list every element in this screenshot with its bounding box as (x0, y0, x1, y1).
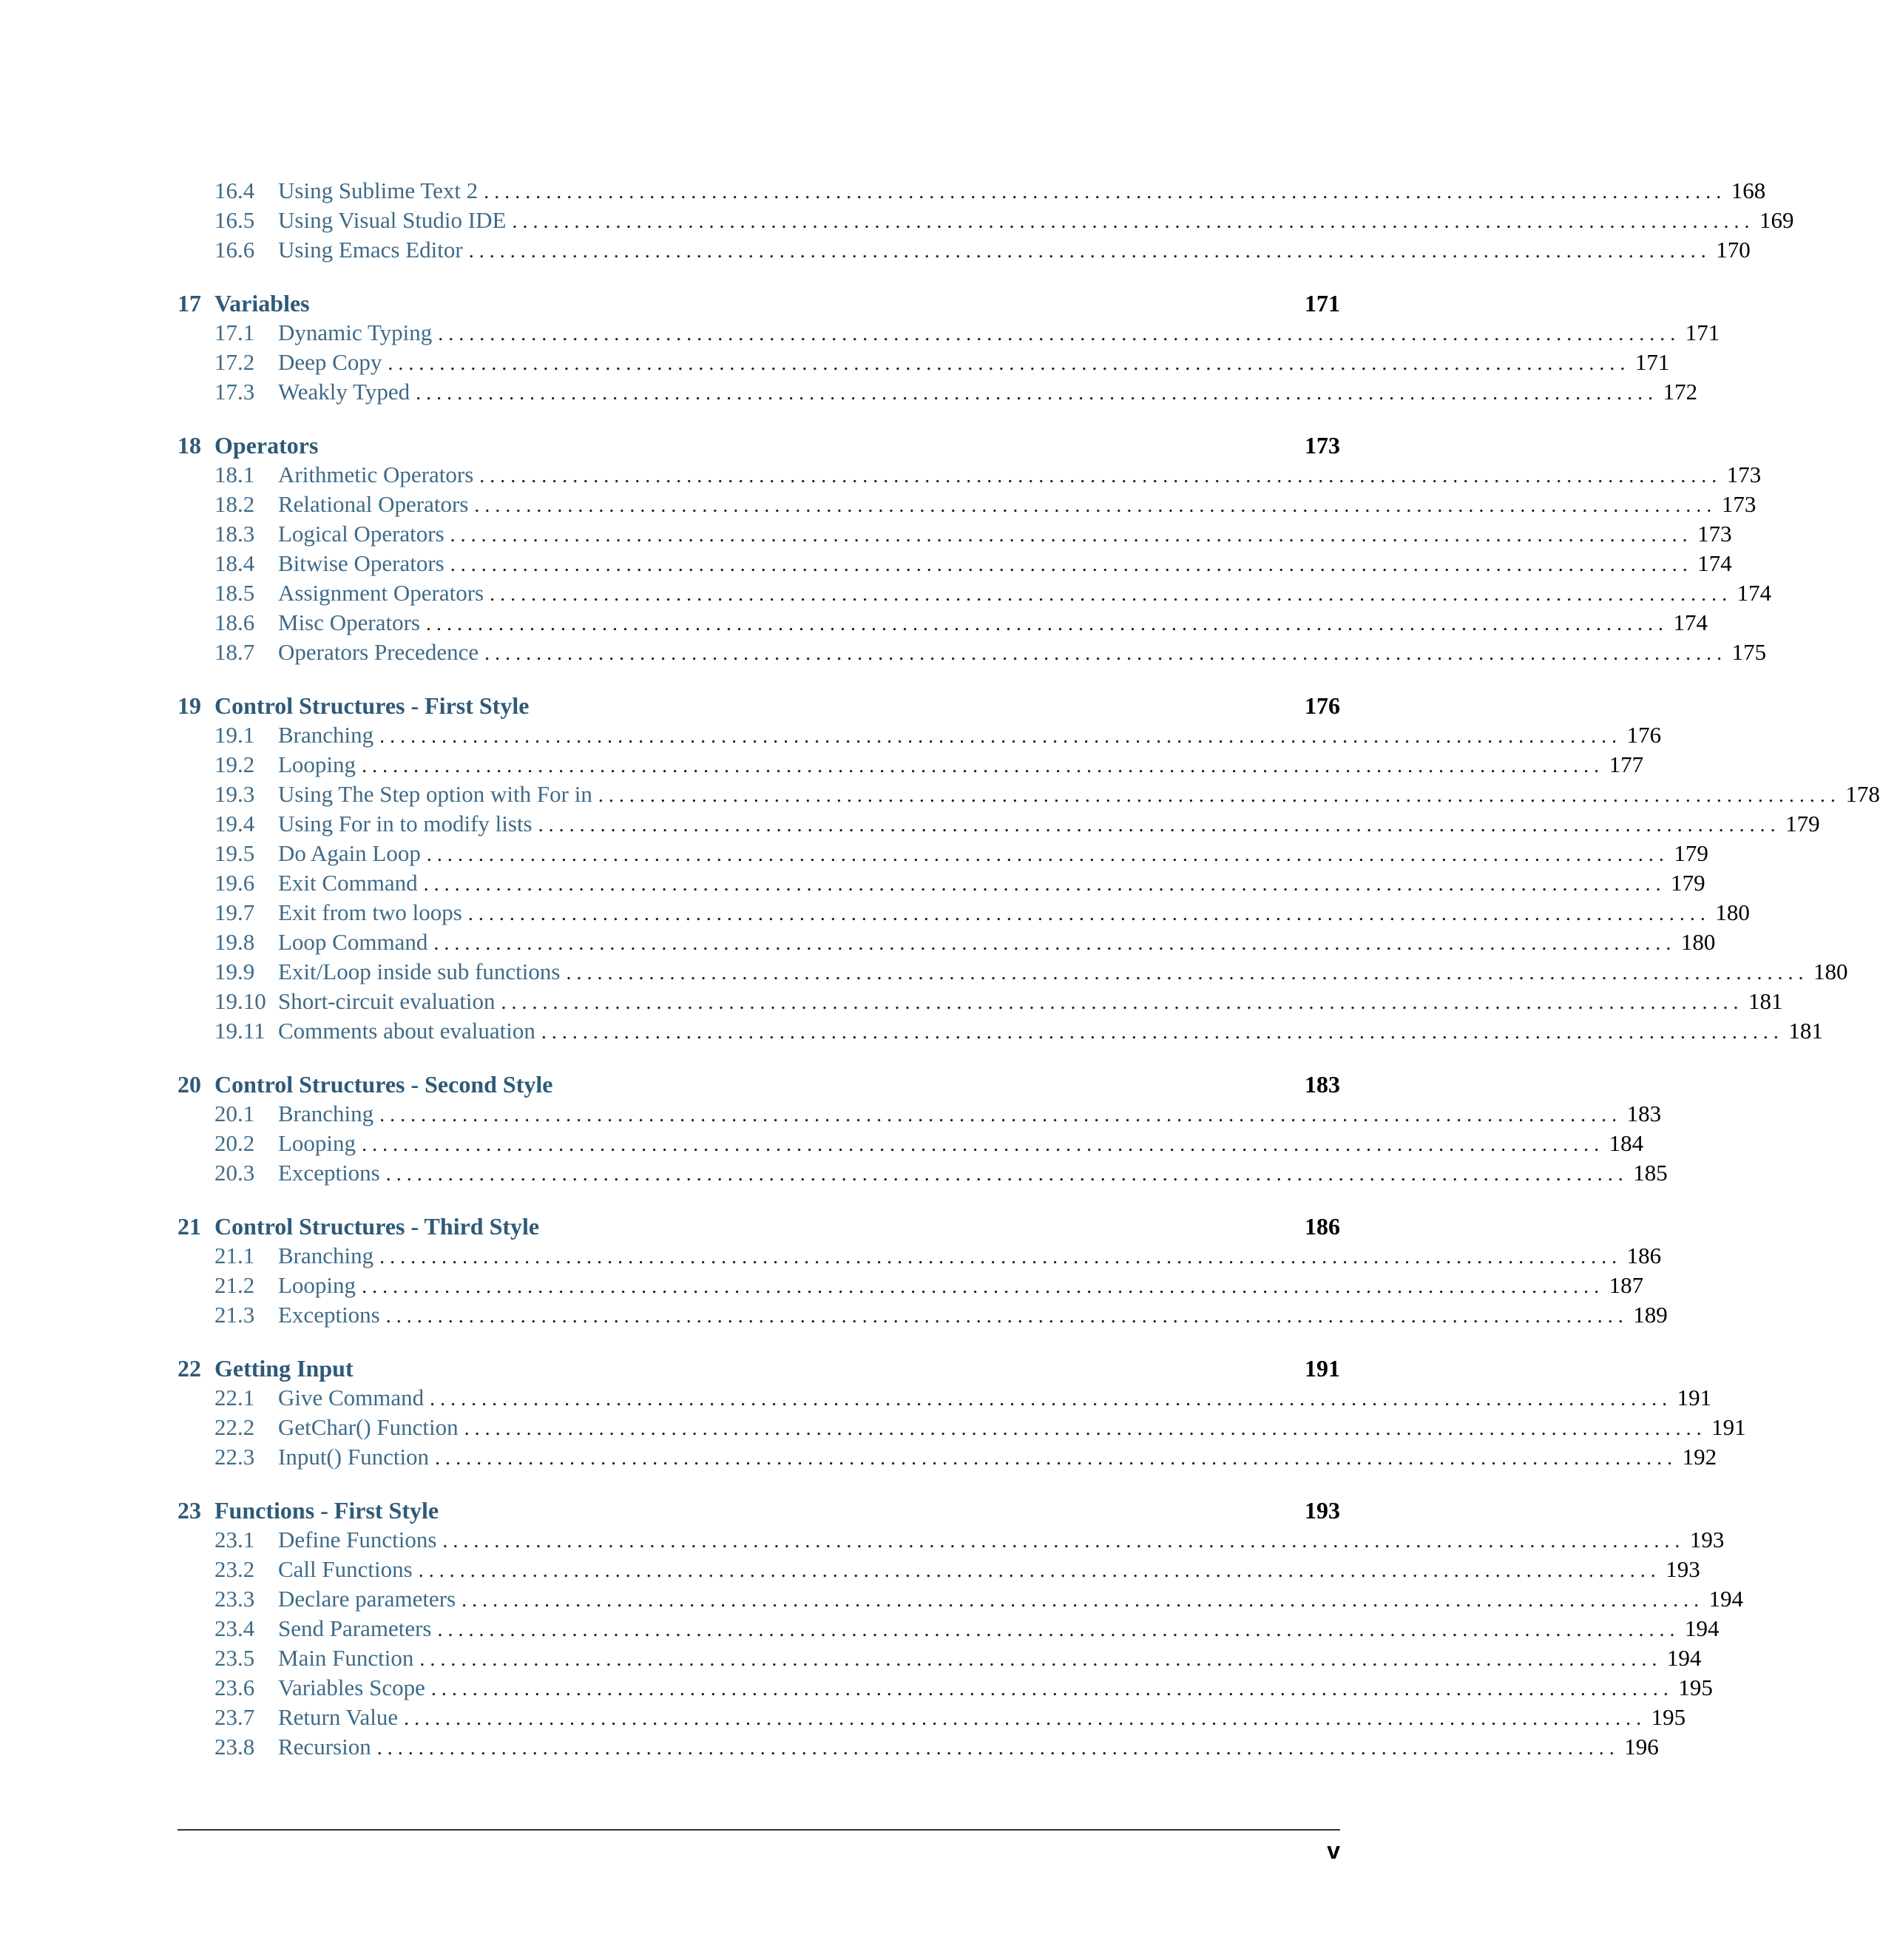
section-title-link[interactable]: Misc Operators (278, 609, 420, 635)
toc-section-entry[interactable] (177, 929, 1716, 959)
dot-leader: . . . . . . . . . . . . . . . . . . . . . . . . . . . . . . . . . . . . . . . . . . . . . . . . . . . . . . . . . . . . . . . . . . . . . . . . . . . . . . . . . . . . . . . . . . . . . . . . . . . . . . . . . . . . . . . . . . . . . . . . (430, 1388, 1668, 1410)
section-page-number: 193 (1666, 1556, 1700, 1582)
section-page-number: 174 (1673, 609, 1708, 635)
section-page-number: 183 (1626, 1101, 1662, 1126)
section-title-link[interactable]: Looping (278, 751, 356, 777)
toc-section-entry[interactable] (177, 1101, 1662, 1130)
chapter-title-link[interactable]: Variables (214, 290, 310, 317)
toc-chapter-heading[interactable] (177, 692, 1340, 722)
section-title-link[interactable]: Call Functions (278, 1556, 413, 1582)
toc-section-entry[interactable] (177, 959, 1848, 988)
section-number: 18.7 (214, 639, 255, 665)
section-number: 20.1 (214, 1101, 255, 1126)
section-page-number: 179 (1671, 870, 1705, 896)
toc-section-entry[interactable] (177, 349, 1670, 379)
section-page-number: 194 (1684, 1615, 1720, 1641)
toc-section-entry[interactable] (177, 1018, 1823, 1047)
dot-leader: . . . . . . . . . . . . . . . . . . . . . . . . . . . . . . . . . . . . . . . . . . . . . . . . . . . . . . . . . . . . . . . . . . . . . . . . . . . . . . . . . . . . . . . . . . . . . . . . . . . . . . . . . . . . . . . . . . . . . . . . (430, 1677, 1668, 1700)
section-page-number: 174 (1737, 580, 1772, 606)
section-number: 19.7 (214, 899, 255, 925)
section-number: 22.1 (214, 1385, 255, 1410)
toc-section-entry[interactable] (177, 1586, 1744, 1615)
toc-chapter-heading[interactable] (177, 1071, 1340, 1101)
section-page-number: 174 (1697, 550, 1732, 576)
dot-leader: . . . . . . . . . . . . . . . . . . . . . . . . . . . . . . . . . . . . . . . . . . . . . . . . . . . . . . . . . . . . . . . . . . . . . . . . . . . . . . . . . . . . . . . . . . . . . . . . . . . . . . . . . . . . . . . . . . . . . . . . (598, 784, 1836, 807)
section-page-number: 169 (1759, 207, 1794, 233)
toc-chapter (177, 290, 1720, 408)
section-title-link[interactable]: Logical Operators (278, 521, 444, 547)
dot-leader: . . . . . . . . . . . . . . . . . . . . . . . . . . . . . . . . . . . . . . . . . . . . . . . . . . . . . . . . . . . . . . . . . . . . . . . . . . . . . . . . . . . . . . . . . . . . . . . . . . . . . . . . . . . . . . . . . . . . . . . . (442, 1530, 1680, 1552)
toc-chapter-heading[interactable] (177, 1213, 1340, 1243)
dot-leader: . . . . . . . . . . . . . . . . . . . . . . . . . . . . . . . . . . . . . . . . . . . . . . . . . . . . . . . . . . . . . . . . . . . . . . . . . . . . . . . . . . . . . . . . . . . . . . . . . . . . . . . . . . . . . . . . . . . . . . . . (404, 1707, 1642, 1730)
section-number: 23.8 (214, 1734, 255, 1760)
section-number: 16.5 (214, 207, 255, 233)
toc-section-entry[interactable] (177, 1385, 1712, 1414)
section-page-number: 180 (1715, 899, 1750, 925)
section-number: 16.6 (214, 237, 255, 263)
chapter-number: 19 (177, 692, 201, 719)
chapter-page-number: 173 (1305, 432, 1340, 459)
chapter-title-link[interactable]: Operators (214, 432, 319, 459)
dot-leader: . . . . . . . . . . . . . . . . . . . . . . . . . . . . . . . . . . . . . . . . . . . . . . . . . . . . . . . . . . . . . . . . . . . . . . . . . . . . . . . . . . . . . . . . . . . . . . . . . . . . . . . . . . . . . . . . . . . . . . . . (566, 962, 1804, 984)
chapter-number: 17 (177, 290, 201, 317)
section-title-link[interactable]: Bitwise Operators (278, 550, 444, 576)
toc-section-entry[interactable] (177, 320, 1720, 349)
toc-section-entry[interactable] (177, 1556, 1700, 1586)
toc-chapter (177, 432, 1772, 669)
chapter-page-number: 171 (1305, 290, 1340, 317)
toc-section-entry[interactable] (177, 870, 1705, 899)
section-page-number: 189 (1633, 1302, 1668, 1328)
section-page-number: 173 (1697, 521, 1732, 547)
section-number: 19.8 (214, 929, 255, 955)
toc-chapter-heading[interactable] (177, 432, 1340, 462)
section-number: 23.3 (214, 1586, 255, 1612)
dot-leader: . . . . . . . . . . . . . . . . . . . . . . . . . . . . . . . . . . . . . . . . . . . . . . . . . . . . . . . . . . . . . . . . . . . . . . . . . . . . . . . . . . . . . . . . . . . . . . . . . . . . . . . . . . . . . . . . . . . . . . . . (379, 1104, 1617, 1126)
dot-leader: . . . . . . . . . . . . . . . . . . . . . . . . . . . . . . . . . . . . . . . . . . . . . . . . . . . . . . . . . . . . . . . . . . . . . . . . . . . . . . . . . . . . . . . . . . . . . . . . . . . . . . . . . . . . . . . . . . . . . . . . (461, 1589, 1700, 1612)
section-page-number: 171 (1634, 349, 1670, 375)
section-page-number: 180 (1813, 959, 1848, 984)
dot-leader: . . . . . . . . . . . . . . . . . . . . . . . . . . . . . . . . . . . . . . . . . . . . . . . . . . . . . . . . . . . . . . . . . . . . . . . . . . . . . . . . . . . . . . . . . . . . . . . . . . . . . . . . . . . . . . . . . . . . . . . . (379, 1246, 1617, 1268)
section-page-number: 181 (1748, 988, 1783, 1014)
section-number: 22.3 (214, 1444, 255, 1470)
section-page-number: 192 (1682, 1444, 1717, 1470)
toc-section-entry[interactable] (177, 811, 1820, 840)
section-title-link[interactable]: Operators Precedence (278, 639, 479, 665)
chapter-title-link[interactable]: Control Structures - Second Style (214, 1071, 553, 1098)
section-page-number: 176 (1626, 722, 1662, 748)
toc-section-entry[interactable] (177, 379, 1698, 408)
section-number: 23.1 (214, 1527, 255, 1552)
dot-leader: . . . . . . . . . . . . . . . . . . . . . . . . . . . . . . . . . . . . . . . . . . . . . . . . . . . . . . . . . . . . . . . . . . . . . . . . . . . . . . . . . . . . . . . . . . . . . . . . . . . . . . . . . . . . . . . . . . . . . . . . (416, 382, 1654, 405)
dot-leader: . . . . . . . . . . . . . . . . . . . . . . . . . . . . . . . . . . . . . . . . . . . . . . . . . . . . . . . . . . . . . . . . . . . . . . . . . . . . . . . . . . . . . . . . . . . . . . . . . . . . . . . . . . . . . . . . . . . . . . . . (388, 352, 1626, 375)
section-page-number: 173 (1721, 491, 1756, 517)
section-page-number: 194 (1666, 1645, 1702, 1671)
section-number: 19.4 (214, 811, 255, 837)
page-number: v (1327, 1837, 1340, 1864)
dot-leader: . . . . . . . . . . . . . . . . . . . . . . . . . . . . . . . . . . . . . . . . . . . . . . . . . . . . . . . . . . . . . . . . . . . . . . . . . . . . . . . . . . . . . . . . . . . . . . . . . . . . . . . . . . . . . . . . . . . . . . . . (450, 553, 1688, 576)
section-title-link[interactable]: Exit/Loop inside sub functions (278, 959, 561, 984)
toc-section-entry[interactable] (177, 751, 1644, 781)
section-number: 23.7 (214, 1704, 255, 1730)
section-page-number: 178 (1845, 781, 1880, 807)
section-title-link[interactable]: Assignment Operators (278, 580, 484, 606)
toc-section-entry[interactable] (177, 1734, 1659, 1763)
chapter-title-link[interactable]: Control Structures - First Style (214, 692, 530, 719)
toc-section-entry[interactable] (177, 1704, 1686, 1734)
section-title-link[interactable]: Branching (278, 1101, 374, 1126)
dot-leader: . . . . . . . . . . . . . . . . . . . . . . . . . . . . . . . . . . . . . . . . . . . . . . . . . . . . . . . . . . . . . . . . . . . . . . . . . . . . . . . . . . . . . . . . . . . . . . . . . . . . . . . . . . . . . . . . . . . . . . . . (362, 1275, 1600, 1298)
toc-section-entry[interactable] (177, 1302, 1668, 1331)
toc-section-entry[interactable] (177, 1160, 1668, 1189)
dot-leader: . . . . . . . . . . . . . . . . . . . . . . . . . . . . . . . . . . . . . . . . . . . . . . . . . . . . . . . . . . . . . . . . . . . . . . . . . . . . . . . . . . . . . . . . . . . . . . . . . . . . . . . . . . . . . . . . . . . . . . . . (512, 210, 1750, 233)
chapter-page-number: 186 (1305, 1213, 1340, 1240)
toc-chapter-heading[interactable] (177, 290, 1340, 320)
chapter-page-number: 176 (1305, 692, 1340, 719)
section-page-number: 170 (1716, 237, 1751, 263)
section-number: 19.2 (214, 751, 255, 777)
section-page-number: 184 (1609, 1130, 1644, 1156)
section-title-link[interactable]: Using The Step option with For in (278, 781, 592, 807)
section-title-link[interactable]: Return Value (278, 1704, 399, 1730)
dot-leader: . . . . . . . . . . . . . . . . . . . . . . . . . . . . . . . . . . . . . . . . . . . . . . . . . . . . . . . . . . . . . . . . . . . . . . . . . . . . . . . . . . . . . . . . . . . . . . . . . . . . . . . . . . . . . . . . . . . . . . . . (438, 322, 1676, 345)
dot-leader: . . . . . . . . . . . . . . . . . . . . . . . . . . . . . . . . . . . . . . . . . . . . . . . . . . . . . . . . . . . . . . . . . . . . . . . . . . . . . . . . . . . . . . . . . . . . . . . . . . . . . . . . . . . . . . . . . . . . . . . . (385, 1305, 1623, 1328)
dot-leader: . . . . . . . . . . . . . . . . . . . . . . . . . . . . . . . . . . . . . . . . . . . . . . . . . . . . . . . . . . . . . . . . . . . . . . . . . . . . . . . . . . . . . . . . . . . . . . . . . . . . . . . . . . . . . . . . . . . . . . . . (379, 725, 1617, 748)
section-title-link[interactable]: Define Functions (278, 1527, 437, 1552)
section-number: 16.4 (214, 178, 255, 203)
section-number: 21.2 (214, 1272, 255, 1298)
section-number: 19.11 (214, 1018, 266, 1044)
section-title-link[interactable]: Using Sublime Text 2 (278, 178, 479, 203)
dot-leader: . . . . . . . . . . . . . . . . . . . . . . . . . . . . . . . . . . . . . . . . . . . . . . . . . . . . . . . . . . . . . . . . . . . . . . . . . . . . . . . . . . . . . . . . . . . . . . . . . . . . . . . . . . . . . . . . . . . . . . . . (437, 1618, 1675, 1641)
section-page-number: 196 (1624, 1734, 1659, 1760)
toc-chapter (177, 1497, 1744, 1763)
section-title-link[interactable]: Looping (278, 1272, 356, 1298)
section-title-link[interactable]: Recursion (278, 1734, 371, 1760)
toc-chapter (177, 1071, 1668, 1189)
section-title-link[interactable]: Branching (278, 722, 374, 748)
section-number: 19.3 (214, 781, 255, 807)
section-number: 19.9 (214, 959, 255, 984)
section-number: 18.5 (214, 580, 255, 606)
section-title-link[interactable]: Weakly Typed (278, 379, 410, 405)
section-page-number: 191 (1711, 1414, 1746, 1440)
section-title-link[interactable]: Main Function (278, 1645, 414, 1671)
dot-leader: . . . . . . . . . . . . . . . . . . . . . . . . . . . . . . . . . . . . . . . . . . . . . . . . . . . . . . . . . . . . . . . . . . . . . . . . . . . . . . . . . . . . . . . . . . . . . . . . . . . . . . . . . . . . . . . . . . . . . . . . (464, 1417, 1702, 1440)
toc-section-entry[interactable] (177, 899, 1750, 929)
section-page-number: 171 (1685, 320, 1720, 345)
dot-leader: . . . . . . . . . . . . . . . . . . . . . . . . . . . . . . . . . . . . . . . . . . . . . . . . . . . . . . . . . . . . . . . . . . . . . . . . . . . . . . . . . . . . . . . . . . . . . . . . . . . . . . . . . . . . . . . . . . . . . . . . (484, 642, 1722, 665)
toc-section-entry[interactable] (177, 1615, 1720, 1645)
section-title-link[interactable]: Branching (278, 1243, 374, 1268)
section-number: 22.2 (214, 1414, 255, 1440)
toc-section-entry[interactable] (177, 550, 1732, 580)
chapter-number: 23 (177, 1497, 201, 1524)
toc-section-entry[interactable] (177, 1243, 1662, 1272)
dot-leader: . . . . . . . . . . . . . . . . . . . . . . . . . . . . . . . . . . . . . . . . . . . . . . . . . . . . . . . . . . . . . . . . . . . . . . . . . . . . . . . . . . . . . . . . . . . . . . . . . . . . . . . . . . . . . . . . . . . . . . . . (426, 843, 1664, 866)
toc-section-entry[interactable] (177, 1130, 1644, 1160)
toc-chapter-heading[interactable] (177, 1497, 1340, 1527)
toc-chapter (177, 1355, 1746, 1473)
section-number: 18.1 (214, 462, 255, 487)
section-title-link[interactable]: GetChar() Function (278, 1414, 459, 1440)
toc-section-entry[interactable] (177, 521, 1732, 550)
section-page-number: 180 (1680, 929, 1716, 955)
toc-section-entry[interactable] (177, 609, 1708, 639)
section-title-link[interactable]: Short-circuit evaluation (278, 988, 496, 1014)
toc-section-entry[interactable] (177, 1444, 1717, 1473)
section-page-number: 175 (1731, 639, 1767, 665)
toc-section-entry[interactable] (177, 207, 1794, 237)
section-page-number: 179 (1674, 840, 1708, 866)
chapter-number: 21 (177, 1213, 201, 1240)
dot-leader: . . . . . . . . . . . . . . . . . . . . . . . . . . . . . . . . . . . . . . . . . . . . . . . . . . . . . . . . . . . . . . . . . . . . . . . . . . . . . . . . . . . . . . . . . . . . . . . . . . . . . . . . . . . . . . . . . . . . . . . . (419, 1648, 1657, 1671)
section-number: 23.2 (214, 1556, 255, 1582)
toc-chapter (177, 692, 1880, 1047)
section-number: 19.1 (214, 722, 255, 748)
toc-section-entry[interactable] (177, 237, 1751, 266)
toc-section-entry[interactable] (177, 840, 1708, 870)
toc-section-entry[interactable] (177, 462, 1762, 491)
section-title-link[interactable]: Exit Command (278, 870, 418, 896)
section-number: 23.4 (214, 1615, 255, 1641)
toc-section-entry[interactable] (177, 722, 1662, 751)
section-number: 21.3 (214, 1302, 255, 1328)
section-number: 23.6 (214, 1675, 255, 1700)
chapter-title-link[interactable]: Control Structures - Third Style (214, 1213, 540, 1240)
section-title-link[interactable]: Input() Function (278, 1444, 430, 1470)
section-number: 18.4 (214, 550, 255, 576)
chapter-page-number: 193 (1305, 1497, 1340, 1524)
section-number: 23.5 (214, 1645, 255, 1671)
table-of-contents (177, 178, 1880, 1787)
dot-leader: . . . . . . . . . . . . . . . . . . . . . . . . . . . . . . . . . . . . . . . . . . . . . . . . . . . . . . . . . . . . . . . . . . . . . . . . . . . . . . . . . . . . . . . . . . . . . . . . . . . . . . . . . . . . . . . . . . . . . . . . (425, 612, 1663, 635)
section-number: 17.3 (214, 379, 255, 405)
chapter-title-link[interactable]: Functions - First Style (214, 1497, 439, 1524)
toc-section-entry[interactable] (177, 178, 1766, 207)
toc-section-entry[interactable] (177, 1414, 1746, 1444)
dot-leader: . . . . . . . . . . . . . . . . . . . . . . . . . . . . . . . . . . . . . . . . . . . . . . . . . . . . . . . . . . . . . . . . . . . . . . . . . . . . . . . . . . . . . . . . . . . . . . . . . . . . . . . . . . . . . . . . . . . . . . . . (484, 180, 1722, 203)
section-page-number: 172 (1663, 379, 1698, 405)
dot-leader: . . . . . . . . . . . . . . . . . . . . . . . . . . . . . . . . . . . . . . . . . . . . . . . . . . . . . . . . . . . . . . . . . . . . . . . . . . . . . . . . . . . . . . . . . . . . . . . . . . . . . . . . . . . . . . . . . . . . . . . . (385, 1163, 1623, 1186)
section-number: 17.1 (214, 320, 255, 345)
section-title-link[interactable]: Variables Scope (278, 1675, 425, 1700)
toc-chapter (177, 1213, 1668, 1331)
section-page-number: 193 (1689, 1527, 1725, 1552)
section-number: 19.6 (214, 870, 255, 896)
dot-leader: . . . . . . . . . . . . . . . . . . . . . . . . . . . . . . . . . . . . . . . . . . . . . . . . . . . . . . . . . . . . . . . . . . . . . . . . . . . . . . . . . . . . . . . . . . . . . . . . . . . . . . . . . . . . . . . . . . . . . . . . (501, 991, 1739, 1014)
section-page-number: 168 (1731, 178, 1766, 203)
section-title-link[interactable]: Do Again Loop (278, 840, 421, 866)
section-title-link[interactable]: Declare parameters (278, 1586, 456, 1612)
section-page-number: 181 (1788, 1018, 1823, 1044)
section-number: 18.2 (214, 491, 255, 517)
section-title-link[interactable]: Give Command (278, 1385, 425, 1410)
toc-section-entry[interactable] (177, 491, 1756, 521)
dot-leader: . . . . . . . . . . . . . . . . . . . . . . . . . . . . . . . . . . . . . . . . . . . . . . . . . . . . . . . . . . . . . . . . . . . . . . . . . . . . . . . . . . . . . . . . . . . . . . . . . . . . . . . . . . . . . . . . . . . . . . . . (362, 754, 1600, 777)
dot-leader: . . . . . . . . . . . . . . . . . . . . . . . . . . . . . . . . . . . . . . . . . . . . . . . . . . . . . . . . . . . . . . . . . . . . . . . . . . . . . . . . . . . . . . . . . . . . . . . . . . . . . . . . . . . . . . . . . . . . . . . . (468, 240, 1706, 263)
section-title-link[interactable]: Looping (278, 1130, 356, 1156)
chapter-number: 18 (177, 432, 201, 459)
section-title-link[interactable]: Exit from two loops (278, 899, 462, 925)
section-page-number: 195 (1651, 1704, 1686, 1730)
section-page-number: 173 (1726, 462, 1762, 487)
dot-leader: . . . . . . . . . . . . . . . . . . . . . . . . . . . . . . . . . . . . . . . . . . . . . . . . . . . . . . . . . . . . . . . . . . . . . . . . . . . . . . . . . . . . . . . . . . . . . . . . . . . . . . . . . . . . . . . . . . . . . . . . (450, 524, 1688, 547)
section-page-number: 186 (1626, 1243, 1662, 1268)
dot-leader: . . . . . . . . . . . . . . . . . . . . . . . . . . . . . . . . . . . . . . . . . . . . . . . . . . . . . . . . . . . . . . . . . . . . . . . . . . . . . . . . . . . . . . . . . . . . . . . . . . . . . . . . . . . . . . . . . . . . . . . . (490, 583, 1728, 606)
section-number: 19.10 (214, 988, 266, 1014)
section-title-link[interactable]: Arithmetic Operators (278, 462, 474, 487)
dot-leader: . . . . . . . . . . . . . . . . . . . . . . . . . . . . . . . . . . . . . . . . . . . . . . . . . . . . . . . . . . . . . . . . . . . . . . . . . . . . . . . . . . . . . . . . . . . . . . . . . . . . . . . . . . . . . . . . . . . . . . . . (538, 814, 1776, 837)
section-number: 20.3 (214, 1160, 255, 1186)
dot-leader: . . . . . . . . . . . . . . . . . . . . . . . . . . . . . . . . . . . . . . . . . . . . . . . . . . . . . . . . . . . . . . . . . . . . . . . . . . . . . . . . . . . . . . . . . . . . . . . . . . . . . . . . . . . . . . . . . . . . . . . . (423, 873, 1661, 896)
footer-rule (177, 1829, 1340, 1831)
section-page-number: 194 (1708, 1586, 1744, 1612)
dot-leader: . . . . . . . . . . . . . . . . . . . . . . . . . . . . . . . . . . . . . . . . . . . . . . . . . . . . . . . . . . . . . . . . . . . . . . . . . . . . . . . . . . . . . . . . . . . . . . . . . . . . . . . . . . . . . . . . . . . . . . . . (467, 902, 1705, 925)
dot-leader: . . . . . . . . . . . . . . . . . . . . . . . . . . . . . . . . . . . . . . . . . . . . . . . . . . . . . . . . . . . . . . . . . . . . . . . . . . . . . . . . . . . . . . . . . . . . . . . . . . . . . . . . . . . . . . . . . . . . . . . . (435, 1447, 1673, 1470)
section-number: 17.2 (214, 349, 255, 375)
section-number: 21.1 (214, 1243, 255, 1268)
chapter-number: 22 (177, 1355, 201, 1382)
toc-section-entry[interactable] (177, 1645, 1702, 1675)
section-page-number: 187 (1609, 1272, 1644, 1298)
dot-leader: . . . . . . . . . . . . . . . . . . . . . . . . . . . . . . . . . . . . . . . . . . . . . . . . . . . . . . . . . . . . . . . . . . . . . . . . . . . . . . . . . . . . . . . . . . . . . . . . . . . . . . . . . . . . . . . . . . . . . . . . (479, 464, 1717, 487)
section-title-link[interactable]: Using For in to modify lists (278, 811, 532, 837)
section-number: 18.3 (214, 521, 255, 547)
section-title-link[interactable]: Send Parameters (278, 1615, 432, 1641)
chapter-page-number: 183 (1305, 1071, 1340, 1098)
toc-section-entry[interactable] (177, 1675, 1713, 1704)
section-title-link[interactable]: Using Emacs Editor (278, 237, 463, 263)
section-number: 19.5 (214, 840, 255, 866)
chapter-page-number: 191 (1305, 1355, 1340, 1382)
section-title-link[interactable]: Loop Command (278, 929, 428, 955)
toc-section-entry[interactable] (177, 580, 1772, 609)
dot-leader: . . . . . . . . . . . . . . . . . . . . . . . . . . . . . . . . . . . . . . . . . . . . . . . . . . . . . . . . . . . . . . . . . . . . . . . . . . . . . . . . . . . . . . . . . . . . . . . . . . . . . . . . . . . . . . . . . . . . . . . . (474, 494, 1712, 517)
toc-section-entry[interactable] (177, 988, 1783, 1018)
section-title-link[interactable]: Deep Copy (278, 349, 382, 375)
section-title-link[interactable]: Comments about evaluation (278, 1018, 535, 1044)
dot-leader: . . . . . . . . . . . . . . . . . . . . . . . . . . . . . . . . . . . . . . . . . . . . . . . . . . . . . . . . . . . . . . . . . . . . . . . . . . . . . . . . . . . . . . . . . . . . . . . . . . . . . . . . . . . . . . . . . . . . . . . . (362, 1133, 1600, 1156)
section-title-link[interactable]: Relational Operators (278, 491, 469, 517)
section-page-number: 195 (1678, 1675, 1713, 1700)
section-title-link[interactable]: Exceptions (278, 1302, 380, 1328)
dot-leader: . . . . . . . . . . . . . . . . . . . . . . . . . . . . . . . . . . . . . . . . . . . . . . . . . . . . . . . . . . . . . . . . . . . . . . . . . . . . . . . . . . . . . . . . . . . . . . . . . . . . . . . . . . . . . . . . . . . . . . . . (376, 1737, 1614, 1760)
dot-leader: . . . . . . . . . . . . . . . . . . . . . . . . . . . . . . . . . . . . . . . . . . . . . . . . . . . . . . . . . . . . . . . . . . . . . . . . . . . . . . . . . . . . . . . . . . . . . . . . . . . . . . . . . . . . . . . . . . . . . . . . (541, 1021, 1779, 1044)
dot-leader: . . . . . . . . . . . . . . . . . . . . . . . . . . . . . . . . . . . . . . . . . . . . . . . . . . . . . . . . . . . . . . . . . . . . . . . . . . . . . . . . . . . . . . . . . . . . . . . . . . . . . . . . . . . . . . . . . . . . . . . . (418, 1559, 1656, 1582)
section-title-link[interactable]: Dynamic Typing (278, 320, 433, 345)
section-page-number: 191 (1677, 1385, 1712, 1410)
chapter-number: 20 (177, 1071, 201, 1098)
toc-chapter (177, 178, 1794, 266)
section-page-number: 179 (1785, 811, 1820, 837)
dot-leader: . . . . . . . . . . . . . . . . . . . . . . . . . . . . . . . . . . . . . . . . . . . . . . . . . . . . . . . . . . . . . . . . . . . . . . . . . . . . . . . . . . . . . . . . . . . . . . . . . . . . . . . . . . . . . . . . . . . . . . . . (433, 932, 1671, 955)
section-page-number: 177 (1609, 751, 1644, 777)
toc-section-entry[interactable] (177, 1272, 1644, 1302)
section-number: 18.6 (214, 609, 255, 635)
section-page-number: 185 (1633, 1160, 1668, 1186)
section-title-link[interactable]: Exceptions (278, 1160, 380, 1186)
toc-section-entry[interactable] (177, 639, 1767, 669)
section-title-link[interactable]: Using Visual Studio IDE (278, 207, 507, 233)
toc-section-entry[interactable] (177, 781, 1880, 811)
toc-section-entry[interactable] (177, 1527, 1725, 1556)
section-number: 20.2 (214, 1130, 255, 1156)
toc-chapter-heading[interactable] (177, 1355, 1340, 1385)
chapter-title-link[interactable]: Getting Input (214, 1355, 354, 1382)
